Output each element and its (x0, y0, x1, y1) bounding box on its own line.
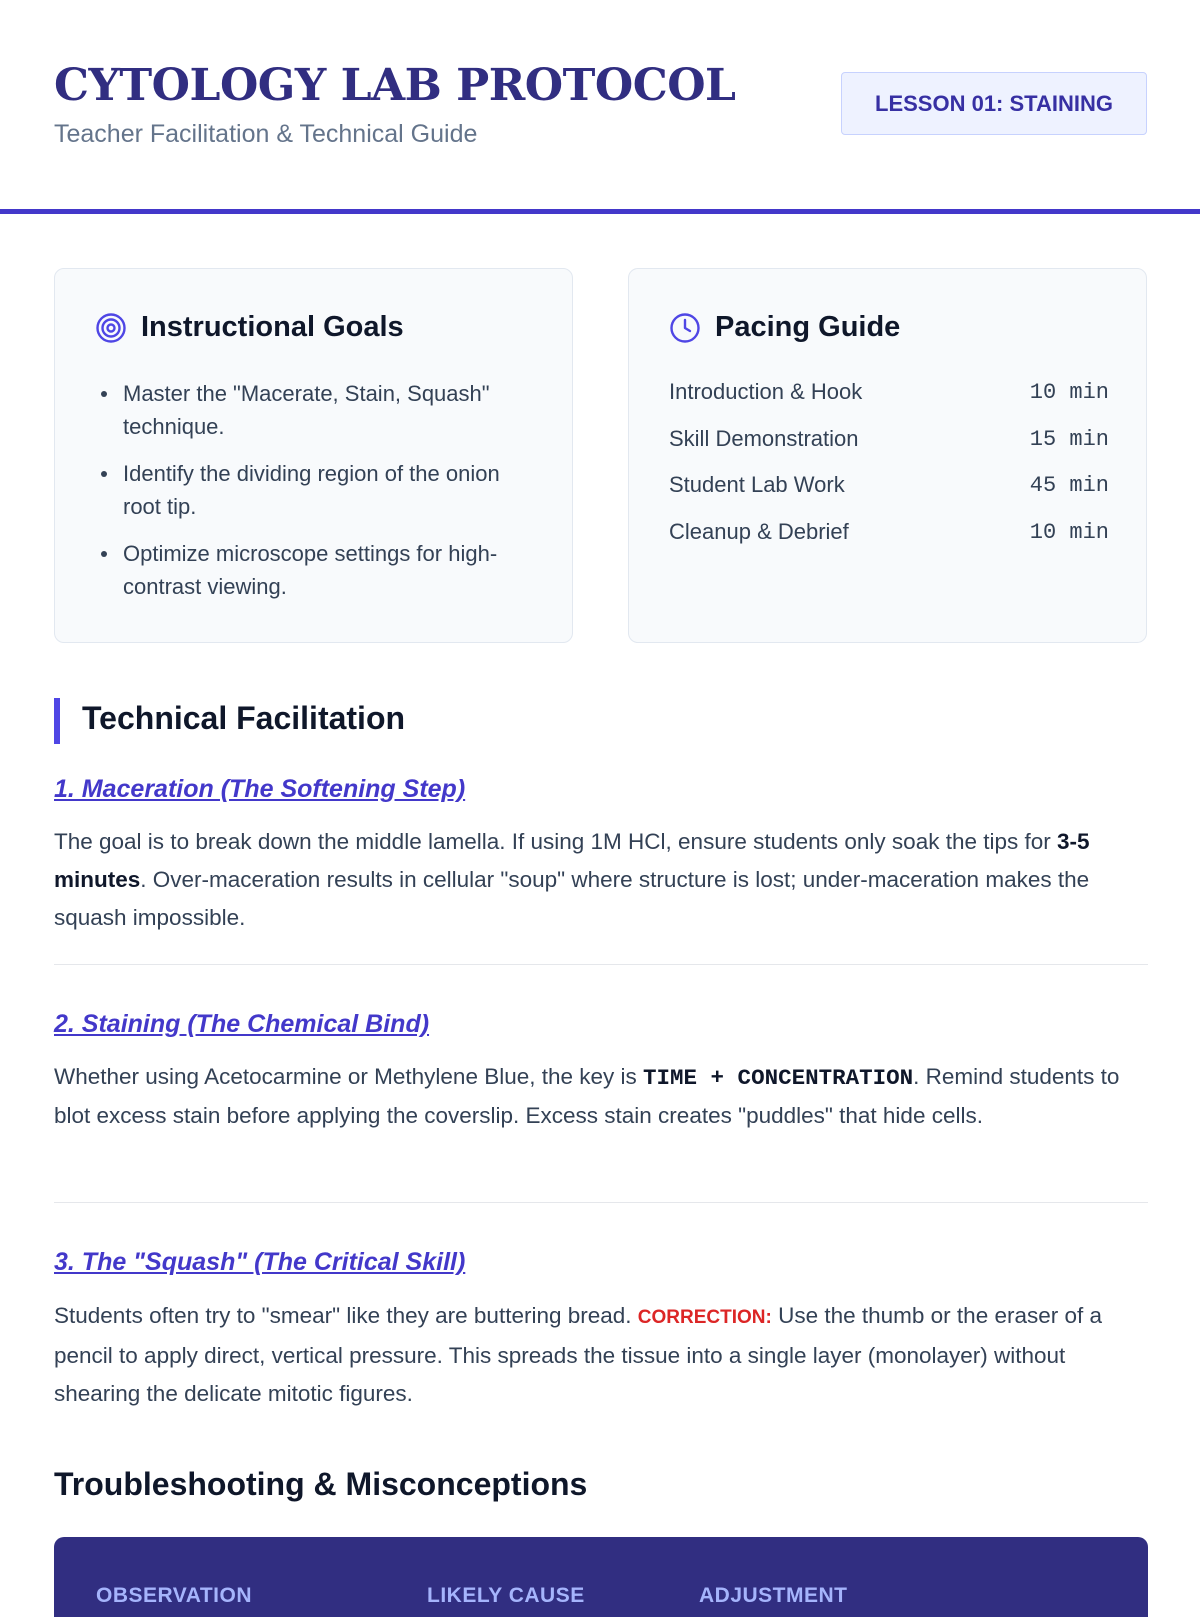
page-title: CYTOLOGY LAB PROTOCOL (54, 60, 736, 111)
instructional-goals-card (54, 268, 573, 643)
step-emphasis: TIME + CONCENTRATION (643, 1065, 914, 1091)
pacing-row (669, 512, 1109, 552)
clock-icon (669, 312, 701, 344)
goal-item: Master the "Macerate, Stain, Squash" technique. (123, 377, 543, 443)
step-squash-text (54, 1297, 1148, 1413)
step-text: Students often try to "smear" like they are buttering bread. (54, 1303, 638, 1328)
pacing-time: 10 min (1029, 519, 1109, 545)
instructional-goals-header (95, 311, 404, 344)
table-header-likely-cause: LIKELY CAUSE (427, 1584, 585, 1607)
page-header (0, 0, 1200, 214)
troubleshooting-title: Troubleshooting & Misconceptions (54, 1466, 588, 1502)
pacing-label: Cleanup & Debrief (669, 519, 849, 544)
pacing-label: Skill Demonstration (669, 426, 859, 451)
step-maceration-text (54, 823, 1148, 937)
pacing-row (669, 465, 1109, 505)
step-maceration-title[interactable]: 1. Maceration (The Softening Step) (54, 775, 466, 803)
pacing-guide-title: Pacing Guide (715, 311, 901, 343)
pacing-guide-header (669, 311, 900, 344)
step-text: Whether using Acetocarmine or Methylene Blue, the key is (54, 1064, 644, 1089)
pacing-time: 45 min (1029, 472, 1109, 498)
table-header-adjustment: ADJUSTMENT (699, 1584, 848, 1607)
troubleshooting-table (54, 1537, 1148, 1617)
table-header-observation: OBSERVATION (96, 1584, 253, 1607)
goal-item: Identify the dividing region of the onion root tip. (123, 457, 543, 523)
step-staining-text (54, 1058, 1148, 1135)
pacing-row (669, 372, 1109, 412)
pacing-label: Student Lab Work (669, 472, 845, 497)
page-subtitle: Teacher Facilitation & Technical Guide (54, 120, 478, 148)
goal-list (123, 377, 543, 617)
pacing-label: Introduction & Hook (669, 379, 863, 404)
step-emphasis: 3-5 minutes (54, 829, 1090, 892)
goal-item: Optimize microscope settings for high-contrast viewing. (123, 537, 543, 603)
target-icon (95, 312, 127, 344)
divider (54, 1202, 1148, 1203)
section-accent-bar (54, 698, 60, 744)
pacing-row (669, 419, 1109, 459)
divider (54, 964, 1148, 965)
step-text: The goal is to break down the middle lamella. If using 1M HCl, ensure students only soak the tips for (54, 829, 1058, 854)
pacing-time: 10 min (1029, 379, 1109, 405)
technical-facilitation-title: Technical Facilitation (82, 700, 406, 736)
instructional-goals-title: Instructional Goals (141, 311, 404, 343)
correction-label: CORRECTION: (637, 1307, 772, 1328)
lesson-badge: LESSON 01: STAINING (841, 72, 1147, 135)
pacing-time: 15 min (1029, 426, 1109, 452)
step-staining-title[interactable]: 2. Staining (The Chemical Bind) (54, 1010, 430, 1038)
step-text: . Over-maceration results in cellular "soup" where structure is lost; under-maceration makes the squash impossible. (54, 867, 1090, 930)
step-text: Use the thumb or the eraser of a pencil to apply direct, vertical pressure. This spreads the tissue into a single layer (monolayer) without shearing the delicate mitotic figures. (54, 1303, 1103, 1406)
pacing-guide-card (628, 268, 1147, 643)
step-text: . Remind students to blot excess stain before applying the coverslip. Excess stain creates "puddles" that hide cells. (54, 1064, 1120, 1128)
step-squash-title[interactable]: 3. The "Squash" (The Critical Skill) (54, 1248, 466, 1276)
